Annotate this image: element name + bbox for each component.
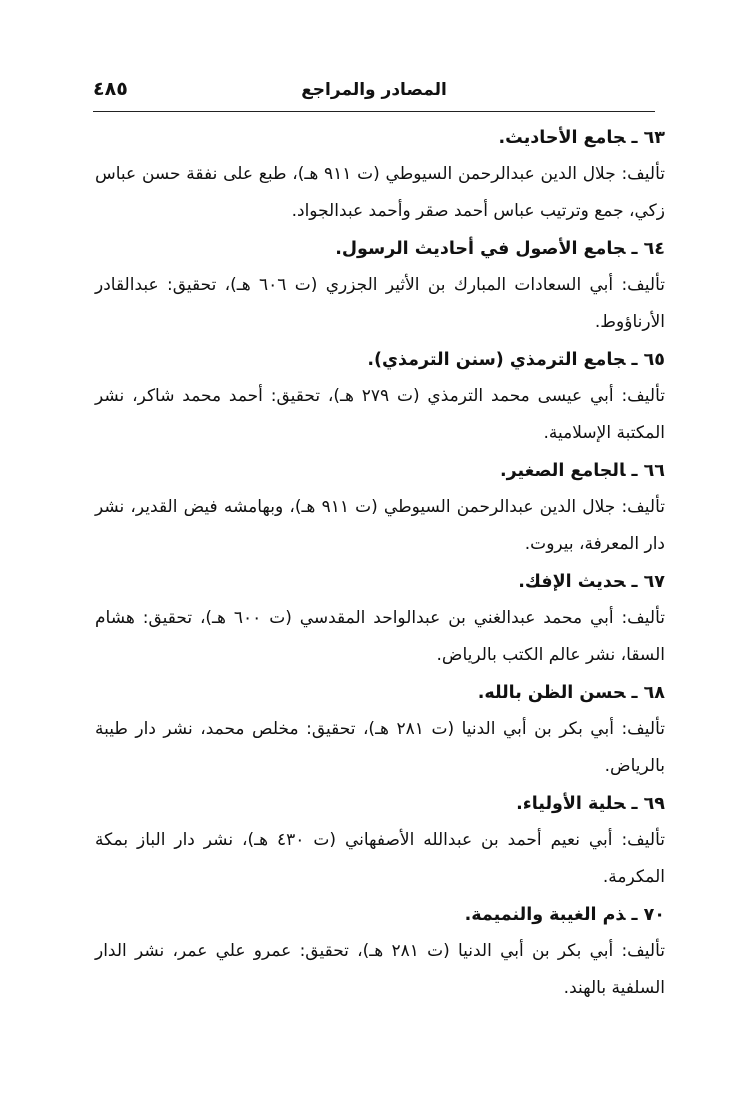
reference-title: جامع الترمذي (سنن الترمذي). (367, 350, 626, 370)
reference-details: تأليف: أبي عيسى محمد الترمذي (ت ٢٧٩ هـ)، تحقيق: أحمد محمد شاكر، نشر المكتبة الإسلامية. (95, 386, 665, 443)
reference-number: ٦٦ ـ (631, 461, 665, 481)
reference-title-line (95, 897, 665, 933)
reference-number: ٦٤ ـ (631, 239, 665, 259)
reference-entry (95, 120, 665, 229)
reference-title-line (95, 786, 665, 822)
reference-entry (95, 897, 665, 1006)
reference-entry (95, 564, 665, 673)
reference-title: ذم الغيبة والنميمة. (464, 905, 626, 925)
reference-title-line (95, 564, 665, 600)
reference-number: ٧٠ ـ (631, 905, 665, 925)
reference-title-line (95, 453, 665, 489)
reference-details: تأليف: جلال الدين عبدالرحمن السيوطي (ت ٩١١ هـ)، وبهامشه فيض القدير، نشر دار المعرفة، بيروت. (95, 497, 666, 554)
reference-entry (95, 342, 665, 451)
reference-number: ٦٨ ـ (631, 683, 665, 703)
reference-entry (95, 675, 665, 784)
reference-number: ٦٥ ـ (631, 350, 665, 370)
reference-title: حسن الظن بالله. (477, 683, 626, 703)
reference-details: تأليف: أبي بكر بن أبي الدنيا (ت ٢٨١ هـ)، تحقيق: مخلص محمد، نشر دار طيبة بالرياض. (95, 719, 665, 776)
reference-title: حديث الإفك. (518, 572, 626, 592)
reference-number: ٦٩ ـ (631, 794, 665, 814)
reference-title: جامع الأحاديث. (498, 128, 626, 148)
reference-entry (95, 231, 665, 340)
running-title: المصادر والمراجع (301, 80, 447, 100)
reference-title-line (95, 342, 665, 378)
reference-details: تأليف: أبي محمد عبدالغني بن عبدالواحد المقدسي (ت ٦٠٠ هـ)، تحقيق: هشام السقا، نشر عالم الكتب بالرياض. (95, 608, 665, 665)
reference-title-line (95, 120, 665, 156)
reference-title-line (95, 675, 665, 711)
reference-details: تأليف: أبي نعيم أحمد بن عبدالله الأصفهاني (ت ٤٣٠ هـ)، نشر دار الباز بمكة المكرمة. (95, 830, 665, 887)
reference-entry (95, 786, 665, 895)
reference-number: ٦٣ ـ (631, 128, 665, 148)
reference-number: ٦٧ ـ (631, 572, 665, 592)
header-rule (93, 111, 655, 112)
reference-entry (95, 453, 665, 562)
references-list (95, 120, 665, 1006)
reference-details: تأليف: أبي السعادات المبارك بن الأثير الجزري (ت ٦٠٦ هـ)، تحقيق: عبدالقادر الأرناؤوط. (95, 275, 665, 332)
reference-title: حلية الأولياء. (516, 794, 626, 814)
reference-details: تأليف: أبي بكر بن أبي الدنيا (ت ٢٨١ هـ)، تحقيق: عمرو علي عمر، نشر الدار السلفية بالهند. (95, 941, 665, 998)
reference-title: الجامع الصغير. (499, 461, 626, 481)
page-number: ٤٨٥ (93, 78, 128, 100)
reference-title: جامع الأصول في أحاديث الرسول. (335, 239, 626, 259)
page-header (93, 78, 655, 112)
reference-title-line (95, 231, 665, 267)
reference-details: تأليف: جلال الدين عبدالرحمن السيوطي (ت ٩١١ هـ)، طبع على نفقة حسن عباس زكي، جمع وترتيب عباس أحمد صقر وأحمد عبدالجواد. (95, 164, 665, 221)
